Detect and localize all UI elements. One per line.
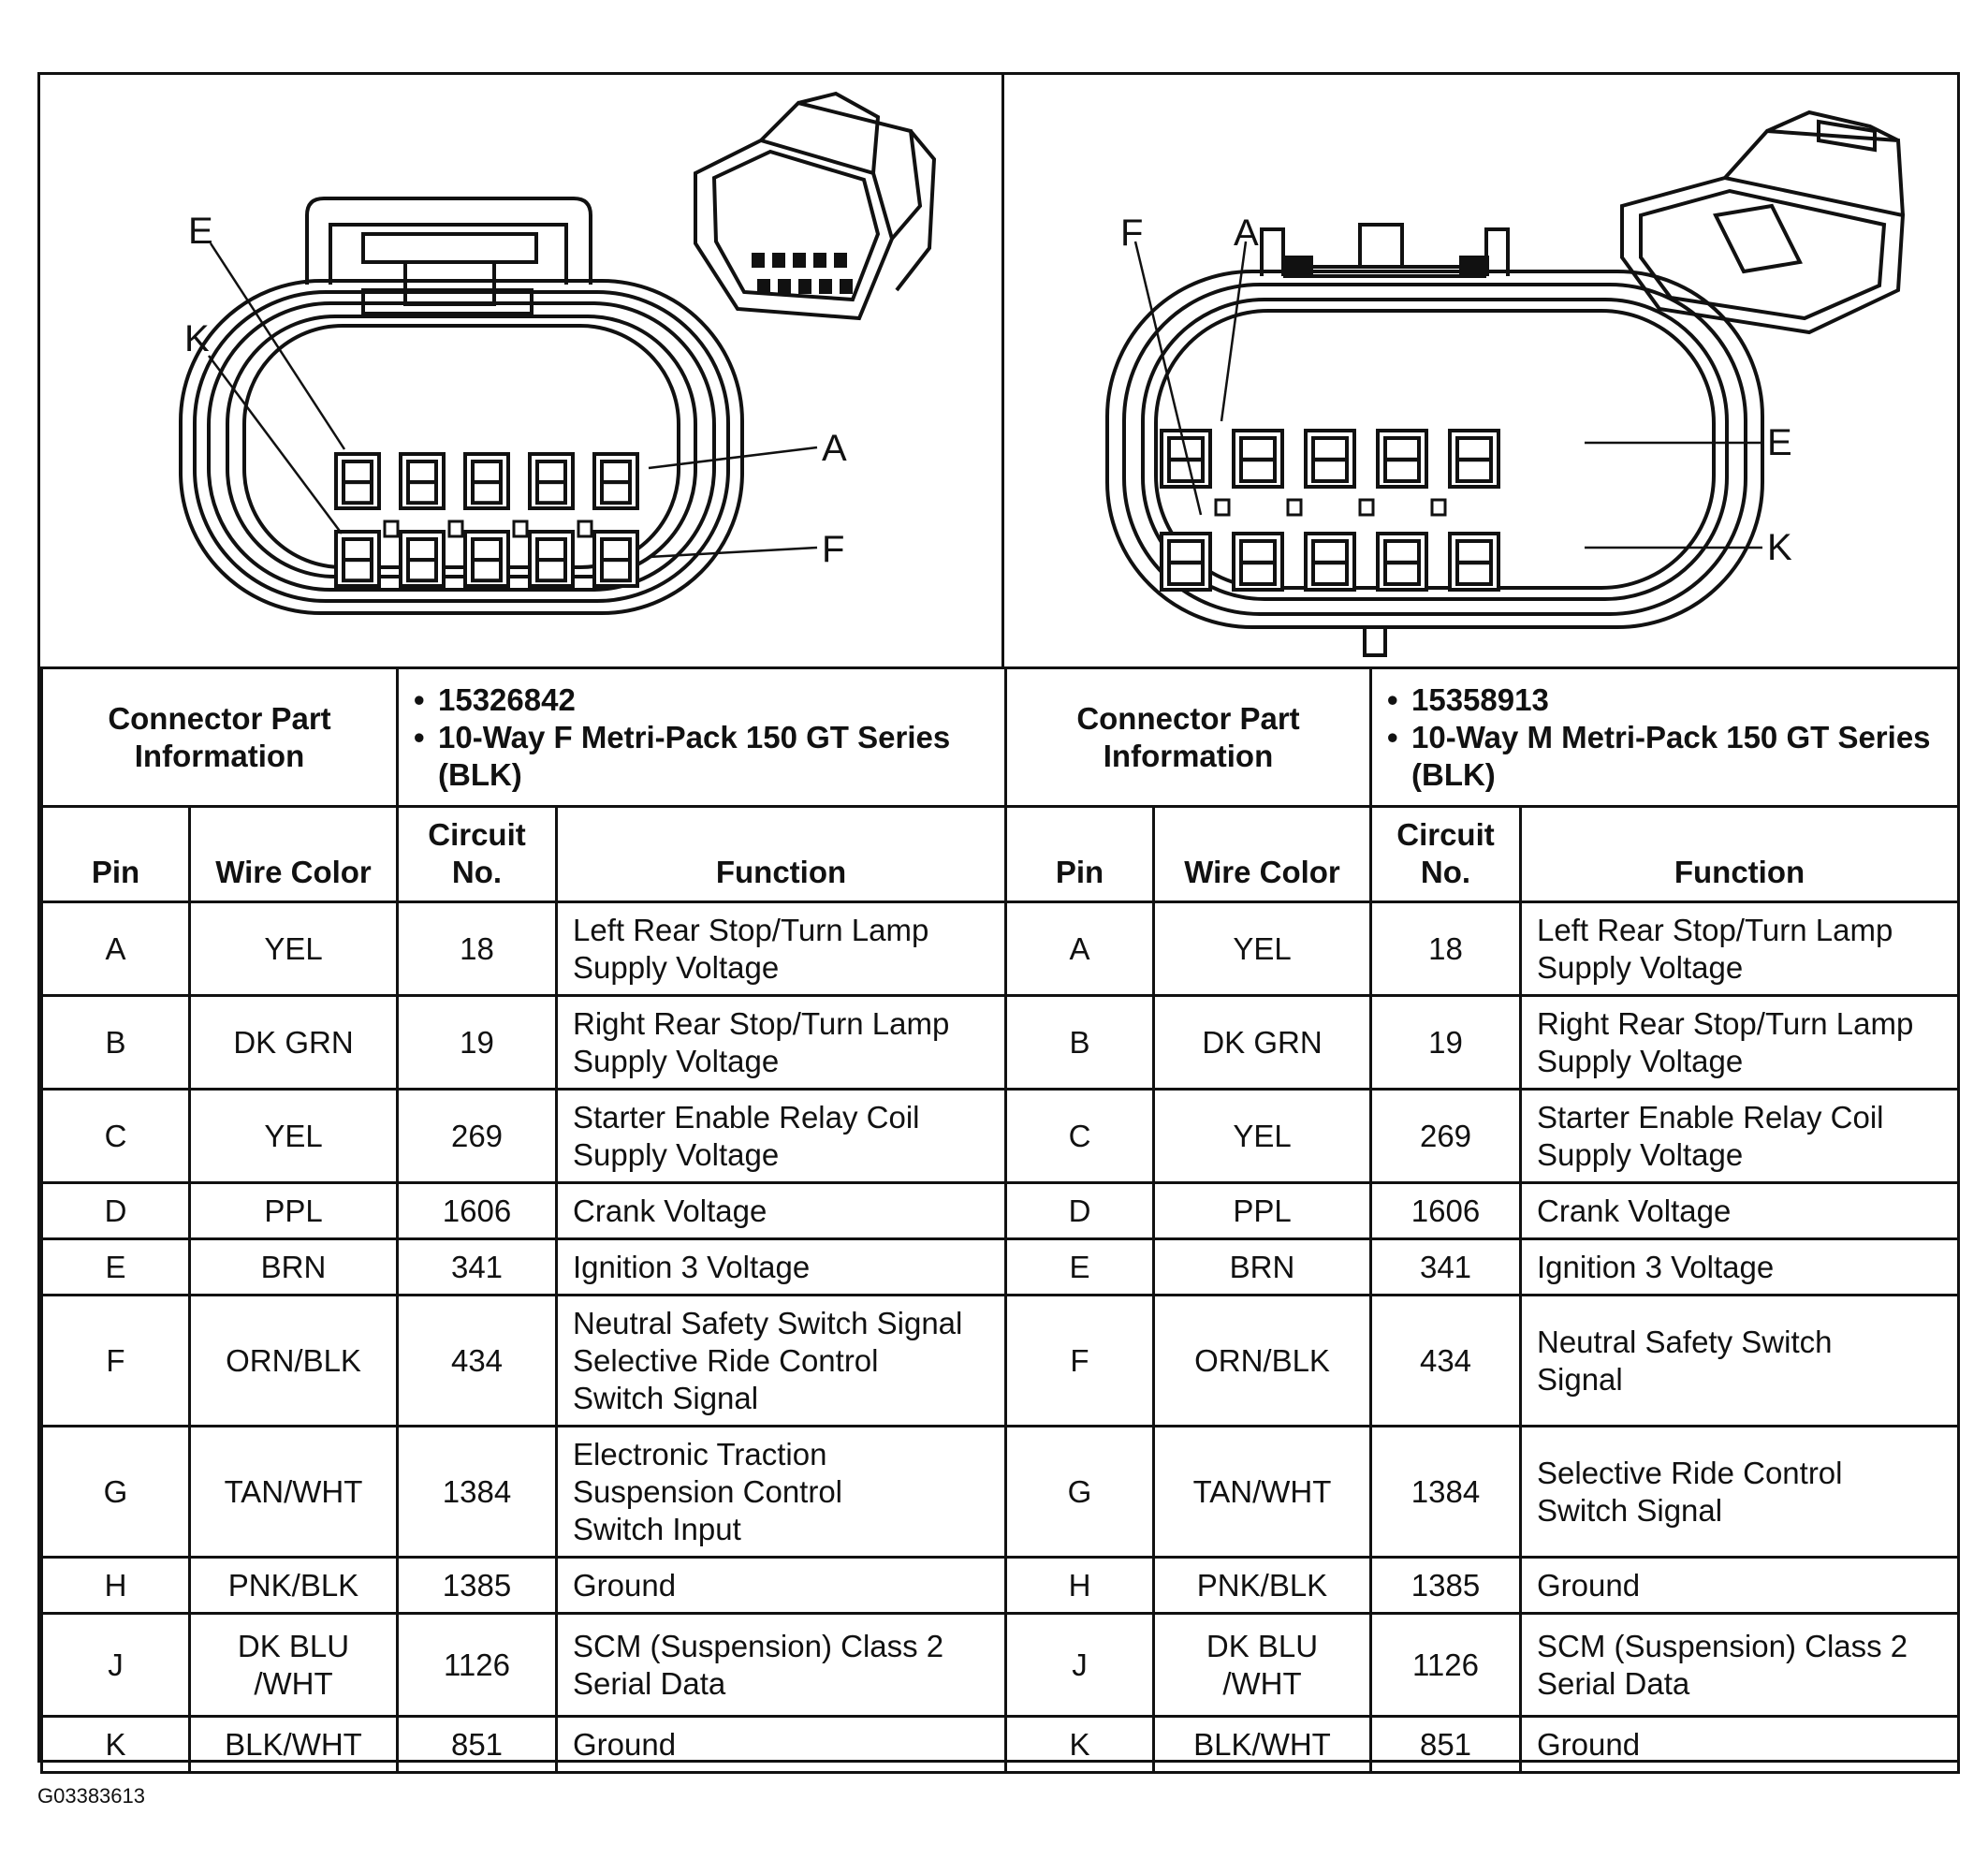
function-line: Supply Voltage: [573, 1136, 780, 1172]
function-line: Ground: [1537, 1726, 1641, 1762]
pin-cavity-slot: [344, 560, 372, 580]
function-cell: [1521, 1717, 1959, 1773]
pin-cell: D: [1006, 1183, 1154, 1239]
part-info-label: Connector Part Information: [42, 668, 398, 807]
wire-color-cell: PNK/BLK: [190, 1558, 398, 1614]
table-row: [1006, 996, 1959, 1090]
pin-cell: J: [42, 1614, 190, 1717]
pin-cavity-slot: [1385, 563, 1419, 584]
label-K-male: K: [1767, 527, 1792, 568]
pin-cell: K: [42, 1717, 190, 1773]
part-info-label: Connector Part Information: [1006, 668, 1371, 807]
mini-pin: [840, 279, 853, 294]
circuit-cell: 18: [398, 902, 557, 996]
header-wire-color: Wire Color: [1154, 807, 1371, 902]
pin-cavity-slot: [473, 461, 501, 482]
mini-pin: [819, 279, 832, 294]
function-line: Crank Voltage: [573, 1193, 767, 1228]
part-number: • 15326842: [408, 681, 995, 719]
wire-color-cell: YEL: [1154, 1090, 1371, 1183]
mini-pin: [778, 279, 791, 294]
function-cell: [557, 1090, 1006, 1183]
male-connector-drawing: [1004, 75, 1957, 666]
header-circuit: Circuit No.: [1371, 807, 1521, 902]
circuit-cell: 269: [1371, 1090, 1521, 1183]
mini-pin: [798, 279, 811, 294]
pin-cavity-slot: [537, 560, 565, 580]
male-pinout-table: [1004, 666, 1960, 1774]
header-wire-color: Wire Color: [190, 807, 398, 902]
circuit-cell: 1606: [398, 1183, 557, 1239]
key-notch: [514, 521, 527, 536]
header-pin: Pin: [1006, 807, 1154, 902]
pin-cell: B: [42, 996, 190, 1090]
pin-cavity-slot: [1313, 563, 1347, 584]
wire-color-cell: BLK/WHT: [1154, 1717, 1371, 1773]
part-description: • 10-Way F Metri-Pack 150 GT Series (BLK): [408, 719, 995, 794]
header-pin: Pin: [42, 807, 190, 902]
function-cell: [1521, 902, 1959, 996]
pin-cavity-slot: [1241, 438, 1275, 460]
table-row: [42, 1183, 1006, 1239]
pin-cell: A: [1006, 902, 1154, 996]
pin-cell: J: [1006, 1614, 1154, 1717]
function-line: Signal: [1537, 1361, 1623, 1397]
wire-color-cell: DK GRN: [190, 996, 398, 1090]
header-row: [1006, 807, 1959, 902]
wire-color-cell: BRN: [1154, 1239, 1371, 1296]
circuit-cell: 1126: [398, 1614, 557, 1717]
pin-cavity-slot: [1241, 541, 1275, 563]
circuit-cell: 269: [398, 1090, 557, 1183]
table-row: [1006, 1090, 1959, 1183]
circuit-cell: 1385: [398, 1558, 557, 1614]
table-row: [42, 1427, 1006, 1558]
pin-cavity-slot: [408, 539, 436, 560]
function-line: Supply Voltage: [1537, 1043, 1744, 1078]
pin-cell: C: [1006, 1090, 1154, 1183]
pin-cell: B: [1006, 996, 1154, 1090]
table-row: [42, 996, 1006, 1090]
function-cell: [557, 1239, 1006, 1296]
function-line: Left Rear Stop/Turn Lamp: [573, 912, 929, 947]
pin-cavity-slot: [1457, 541, 1491, 563]
pin-cavity-slot: [408, 461, 436, 482]
function-line: Right Rear Stop/Turn Lamp: [573, 1005, 950, 1041]
mini-pin: [752, 253, 765, 268]
pin-cavity-slot: [602, 482, 630, 503]
wire-color-cell: ORN/BLK: [1154, 1296, 1371, 1427]
pin-cavity-slot: [473, 539, 501, 560]
function-line: Serial Data: [573, 1665, 726, 1701]
circuit-cell: 1384: [1371, 1427, 1521, 1558]
function-cell: [557, 996, 1006, 1090]
pin-cavity-slot: [1313, 541, 1347, 563]
function-line: Ignition 3 Voltage: [573, 1249, 811, 1284]
figure-code: G03383613: [37, 1784, 145, 1808]
wire-color-cell: DK BLU /WHT: [1154, 1614, 1371, 1717]
key-notch: [578, 521, 592, 536]
pin-cavity-slot: [1385, 460, 1419, 481]
wire-color-cell: DK BLU /WHT: [190, 1614, 398, 1717]
function-line: Neutral Safety Switch: [1537, 1324, 1833, 1359]
female-pinout-table: [40, 666, 1007, 1774]
pin-cavity-slot: [1457, 438, 1491, 460]
part-number: • 15358913: [1381, 681, 1948, 719]
header-row: [42, 807, 1006, 902]
pin-cell: E: [1006, 1239, 1154, 1296]
function-line: Suspension Control: [573, 1473, 843, 1509]
header-function: Function: [1521, 807, 1959, 902]
key-notch: [1360, 500, 1373, 515]
part-info-row: [1006, 668, 1959, 807]
function-cell: [1521, 1239, 1959, 1296]
pin-cavity-slot: [602, 461, 630, 482]
function-line: Selective Ride Control: [573, 1342, 879, 1378]
function-line: Left Rear Stop/Turn Lamp: [1537, 912, 1893, 947]
pin-cavity-slot: [1169, 541, 1203, 563]
part-info-value: [398, 668, 1006, 807]
circuit-cell: 19: [1371, 996, 1521, 1090]
circuit-cell: 851: [398, 1717, 557, 1773]
function-line: Right Rear Stop/Turn Lamp: [1537, 1005, 1914, 1041]
function-line: Switch Input: [573, 1511, 741, 1546]
female-connector-figure: [40, 75, 1004, 666]
pin-cavity-slot: [1457, 563, 1491, 584]
wire-color-cell: YEL: [190, 1090, 398, 1183]
circuit-cell: 18: [1371, 902, 1521, 996]
table-row: [42, 1717, 1006, 1773]
wire-color-cell: YEL: [190, 902, 398, 996]
part-info-value: [1371, 668, 1959, 807]
mini-pin: [793, 253, 806, 268]
function-cell: [1521, 1090, 1959, 1183]
male-connector-figure: [1004, 75, 1957, 666]
part-description: • 10-Way M Metri-Pack 150 GT Series (BLK): [1381, 719, 1948, 794]
pin-cavity-slot: [537, 539, 565, 560]
table-row: [42, 902, 1006, 996]
wire-color-cell: PPL: [1154, 1183, 1371, 1239]
label-F: F: [822, 529, 845, 570]
function-line: Neutral Safety Switch Signal: [573, 1305, 963, 1340]
function-cell: [557, 1183, 1006, 1239]
pin-cavity-slot: [1241, 563, 1275, 584]
circuit-cell: 851: [1371, 1717, 1521, 1773]
wire-color-cell: PNK/BLK: [1154, 1558, 1371, 1614]
pin-cell: F: [42, 1296, 190, 1427]
wire-color-cell: PPL: [190, 1183, 398, 1239]
wire-color-cell: YEL: [1154, 902, 1371, 996]
pin-cavity-slot: [537, 461, 565, 482]
part-info-row: [42, 668, 1006, 807]
table-row: [1006, 1183, 1959, 1239]
pin-cavity-slot: [344, 461, 372, 482]
pin-cavity-slot: [408, 560, 436, 580]
pin-cavity-slot: [602, 560, 630, 580]
function-line: Switch Signal: [573, 1380, 759, 1415]
label-E-male: E: [1767, 422, 1792, 463]
table-row: [42, 1558, 1006, 1614]
pin-cavity-slot: [1385, 541, 1419, 563]
pin-cavity-slot: [537, 482, 565, 503]
key-notch: [449, 521, 462, 536]
mini-pin: [834, 253, 847, 268]
label-K: K: [184, 318, 210, 359]
pin-cavity-slot: [408, 482, 436, 503]
label-F-male: F: [1120, 212, 1144, 254]
pin-cavity-slot: [1313, 438, 1347, 460]
mini-pin: [757, 279, 770, 294]
pin-cell: K: [1006, 1717, 1154, 1773]
circuit-cell: 19: [398, 996, 557, 1090]
pin-cell: H: [42, 1558, 190, 1614]
function-line: Ground: [573, 1567, 677, 1603]
circuit-cell: 434: [1371, 1296, 1521, 1427]
key-notch: [1432, 500, 1445, 515]
connector-sheet: [37, 72, 1960, 1763]
key-notch: [1216, 500, 1229, 515]
wire-color-cell: ORN/BLK: [190, 1296, 398, 1427]
function-line: Ground: [573, 1726, 677, 1762]
function-cell: [1521, 1614, 1959, 1717]
function-line: Serial Data: [1537, 1665, 1690, 1701]
key-notch: [385, 521, 398, 536]
label-A: A: [822, 428, 847, 469]
wire-color-cell: DK GRN: [1154, 996, 1371, 1090]
function-cell: [1521, 1296, 1959, 1427]
function-line: Switch Signal: [1537, 1492, 1723, 1528]
function-line: Starter Enable Relay Coil: [1537, 1099, 1884, 1135]
circuit-cell: 341: [1371, 1239, 1521, 1296]
table-row: [1006, 1614, 1959, 1717]
function-line: Electronic Traction: [573, 1436, 827, 1471]
function-cell: [1521, 1183, 1959, 1239]
circuit-cell: 434: [398, 1296, 557, 1427]
pin-cell: D: [42, 1183, 190, 1239]
pin-cavity-slot: [1169, 460, 1203, 481]
function-line: SCM (Suspension) Class 2: [573, 1628, 944, 1663]
function-line: Supply Voltage: [1537, 1136, 1744, 1172]
pin-cavity-slot: [1169, 563, 1203, 584]
table-row: [1006, 1296, 1959, 1427]
function-line: Crank Voltage: [1537, 1193, 1732, 1228]
pin-cavity-slot: [1385, 438, 1419, 460]
table-row: [1006, 1558, 1959, 1614]
pin-cell: C: [42, 1090, 190, 1183]
mini-pin: [772, 253, 785, 268]
wire-color-cell: BRN: [190, 1239, 398, 1296]
pin-cell: E: [42, 1239, 190, 1296]
function-cell: [1521, 1558, 1959, 1614]
table-row: [42, 1296, 1006, 1427]
function-cell: [557, 1717, 1006, 1773]
header-function: Function: [557, 807, 1006, 902]
table-row: [1006, 1239, 1959, 1296]
function-cell: [557, 1427, 1006, 1558]
pin-cavity-slot: [473, 560, 501, 580]
wire-color-cell: TAN/WHT: [190, 1427, 398, 1558]
function-cell: [557, 1296, 1006, 1427]
pin-cavity-slot: [344, 482, 372, 503]
wire-color-cell: BLK/WHT: [190, 1717, 398, 1773]
function-line: Supply Voltage: [573, 1043, 780, 1078]
function-cell: [1521, 996, 1959, 1090]
circuit-cell: 1385: [1371, 1558, 1521, 1614]
table-row: [1006, 902, 1959, 996]
circuit-cell: 1384: [398, 1427, 557, 1558]
pin-cavity-slot: [473, 482, 501, 503]
pin-cavity-slot: [602, 539, 630, 560]
label-E: E: [188, 211, 213, 252]
circuit-cell: 1126: [1371, 1614, 1521, 1717]
pin-cavity-slot: [344, 539, 372, 560]
function-line: Supply Voltage: [1537, 949, 1744, 985]
pin-cavity-slot: [1457, 460, 1491, 481]
function-line: Ignition 3 Voltage: [1537, 1249, 1775, 1284]
function-cell: [1521, 1427, 1959, 1558]
male-pinout-rows: [1006, 902, 1959, 1773]
female-connector-drawing: [40, 75, 1004, 666]
pin-cell: F: [1006, 1296, 1154, 1427]
function-line: Supply Voltage: [573, 949, 780, 985]
pin-cell: A: [42, 902, 190, 996]
table-row: [1006, 1717, 1959, 1773]
circuit-cell: 1606: [1371, 1183, 1521, 1239]
key-notch: [1288, 500, 1301, 515]
function-line: Ground: [1537, 1567, 1641, 1603]
header-circuit: Circuit No.: [398, 807, 557, 902]
table-row: [1006, 1427, 1959, 1558]
table-row: [42, 1239, 1006, 1296]
wire-color-cell: TAN/WHT: [1154, 1427, 1371, 1558]
function-line: Selective Ride Control: [1537, 1455, 1843, 1490]
table-row: [42, 1614, 1006, 1717]
pin-cavity-slot: [1313, 460, 1347, 481]
function-cell: [557, 1614, 1006, 1717]
label-A-male: A: [1234, 212, 1259, 254]
table-row: [42, 1090, 1006, 1183]
female-pinout-rows: [42, 902, 1006, 1773]
pin-cavity-slot: [1241, 460, 1275, 481]
function-cell: [557, 902, 1006, 996]
pin-cell: G: [1006, 1427, 1154, 1558]
pin-cell: H: [1006, 1558, 1154, 1614]
function-line: Starter Enable Relay Coil: [573, 1099, 920, 1135]
function-line: SCM (Suspension) Class 2: [1537, 1628, 1908, 1663]
circuit-cell: 341: [398, 1239, 557, 1296]
mini-pin: [813, 253, 826, 268]
pin-cell: G: [42, 1427, 190, 1558]
function-cell: [557, 1558, 1006, 1614]
